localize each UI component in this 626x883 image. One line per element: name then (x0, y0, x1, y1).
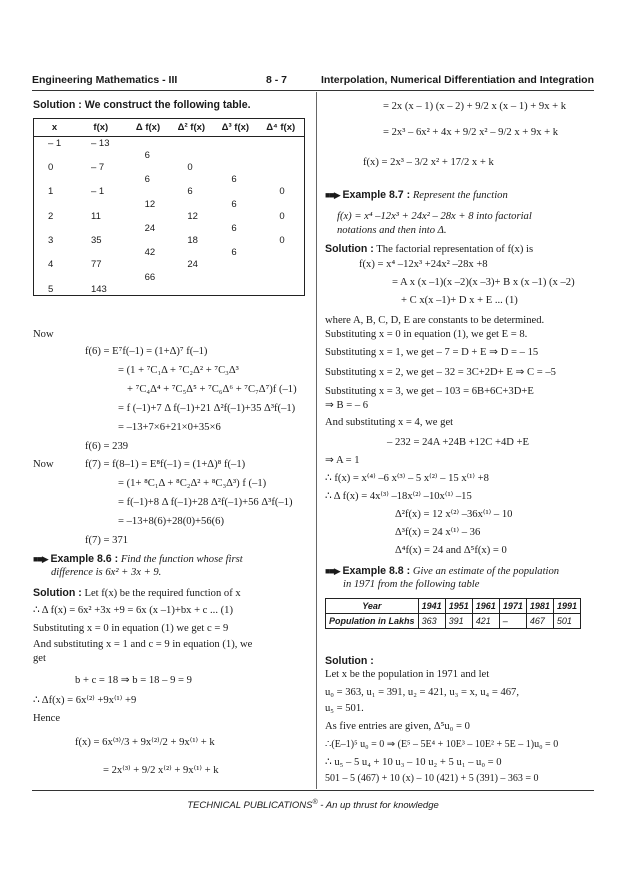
table-cell (213, 235, 257, 247)
table-cell (169, 174, 213, 186)
sol86-line: Hence (33, 713, 61, 724)
page-footer (32, 799, 594, 811)
sol87-line: Solution : The factorial representation of f(x) is (325, 243, 534, 255)
sol87-line: Substituting x = 1, we get – 7 = D + E ⇒ D = – 15 (325, 347, 539, 358)
f7-line: = f(–1)+8 Δ f(–1)+28 Δ²f(–1)+56 Δ³f(–1) (118, 497, 293, 508)
table-cell: 6 (144, 174, 150, 186)
row-header: Population in Lakhs (326, 614, 419, 629)
running-header (32, 74, 594, 90)
table-cell: 24 (144, 222, 156, 234)
table-row (34, 259, 305, 271)
table-cell: – 1 (48, 137, 62, 149)
table-cell: – 1 (90, 186, 105, 198)
table-cell (257, 283, 304, 296)
table-cell (169, 247, 213, 259)
sol87-line: ⇒ B = – 6 (325, 400, 369, 411)
table-cell: 12 (144, 198, 156, 210)
table-cell: 6 (231, 174, 237, 186)
sol88-line: Let x be the population in 1971 and let (325, 669, 490, 680)
table-row (34, 271, 305, 283)
example-8-7-heading: ■■▶ Example 8.7 : Represent the function (325, 189, 508, 201)
now-label-1: Now (33, 329, 54, 340)
table-cell: 0 (279, 186, 285, 198)
sol87-line: Substituting x = 3, we get – 103 = 6B+6C+3D+E (325, 386, 534, 397)
table-cell: 391 (445, 614, 472, 629)
sol87-line: ∴ f(x) = x⁽⁴⁾ –6 x⁽³⁾ – 5 x⁽²⁾ – 15 x⁽¹⁾ +8 (325, 473, 489, 484)
table-cell (34, 271, 75, 283)
f6-line: = (1 + ⁷C₁Δ + ⁷C₂Δ² + ⁷C₃Δ³ (118, 365, 239, 376)
table-cell (75, 174, 127, 186)
table-cell: 42 (144, 247, 156, 259)
table-cell: 0 (279, 210, 285, 222)
col-header: 1951 (445, 599, 472, 614)
col-header: 1981 (526, 599, 553, 614)
sol87-line: Δ⁴f(x) = 24 and Δ⁵f(x) = 0 (395, 545, 507, 556)
table-cell (34, 174, 75, 186)
table-cell (75, 222, 127, 234)
table-cell: 2 (48, 210, 54, 222)
table-cell (213, 210, 257, 222)
table-cell: 6 (231, 247, 237, 259)
col-header: Δ² f(x) (169, 119, 213, 137)
table-cell (75, 198, 127, 210)
col-header: Year (326, 599, 419, 614)
table-cell: 6 (231, 222, 237, 234)
f7-line: = –13+8(6)+28(0)+56(6) (118, 516, 224, 527)
table-cell: 0 (187, 161, 193, 173)
table-cell (257, 198, 304, 210)
example-8-8-text: in 1971 from the following table (343, 579, 480, 590)
table-cell (127, 283, 170, 296)
sol88-line: ∴ u₅ – 5 u₄ + 10 u₃ – 10 u₂ + 5 u₁ – u₀ = 0 (325, 757, 502, 768)
table-cell: 3 (48, 235, 54, 247)
table-cell: 5 (48, 283, 54, 295)
sol88-line: Solution : (325, 655, 374, 667)
table-row (34, 198, 305, 210)
example-arrow-icon: ■■▶ (325, 566, 340, 576)
top-line: = 2x (x – 1) (x – 2) + 9/2 x (x – 1) + 9x + k (383, 101, 567, 112)
difference-table-header (34, 119, 305, 137)
table-cell (75, 271, 127, 283)
table-cell (257, 161, 304, 173)
sol86-line: b + c = 18 ⇒ b = 18 – 9 = 9 (75, 675, 192, 686)
table-cell (169, 198, 213, 210)
table-row (34, 235, 305, 247)
example-8-8-heading: ■■▶ Example 8.8 : Give an estimate of the population (325, 565, 560, 577)
table-cell (34, 222, 75, 234)
footer-tagline: - An up thrust for knowledge (317, 800, 439, 812)
table-row (34, 283, 305, 296)
sol86-line: = 2x⁽³⁾ + 9/2 x⁽²⁾ + 9x⁽¹⁾ + k (103, 765, 219, 776)
population-header-row (326, 599, 581, 614)
table-cell (169, 271, 213, 283)
col-header: 1961 (472, 599, 499, 614)
sol87-line: And substituting x = 4, we get (325, 417, 454, 428)
table-cell: 4 (48, 259, 54, 271)
example-arrow-icon: ■■▶ (325, 190, 340, 200)
table-cell (213, 283, 257, 296)
col-header: 1941 (418, 599, 445, 614)
f6-line: = f (–1)+7 Δ f(–1)+21 Δ²f(–1)+35 Δ³f(–1) (118, 403, 296, 414)
table-cell: 66 (144, 271, 156, 283)
table-cell: 0 (279, 235, 285, 247)
sol88-line: u₀ = 363, u₁ = 391, u₂ = 421, u₃ = x, u₄ = 467, (325, 687, 520, 698)
table-row (34, 161, 305, 173)
header-chapter-title: Interpolation, Numerical Differentiation and Integration (320, 74, 594, 86)
sol86-line: ∴ Δ f(x) = 6x² +3x +9 = 6x (x –1)+bx + c ... (1) (33, 605, 233, 616)
example-8-7-text: f(x) = x⁴ –12x³ + 24x² – 28x + 8 into factorial (337, 211, 532, 222)
table-cell (213, 149, 257, 161)
table-cell: 11 (90, 210, 101, 222)
col-header: 1971 (499, 599, 526, 614)
sol88-line: ∴(E–1)⁵ u₀ = 0 ⇒ (E⁵ – 5E⁴ + 10E³ – 10E² + 5E – 1)u₀ = 0 (325, 739, 559, 750)
table-cell (257, 149, 304, 161)
table-cell: 6 (144, 149, 150, 161)
difference-table (33, 118, 305, 296)
table-cell: – (499, 614, 526, 629)
col-header: Δ⁴ f(x) (257, 119, 304, 137)
table-cell (127, 137, 170, 150)
table-row (34, 210, 305, 222)
table-cell: 143 (90, 283, 107, 295)
top-line: = 2x³ – 6x² + 4x + 9/2 x² – 9/2 x + 9x + k (383, 127, 559, 138)
now-label-2: Now (33, 459, 54, 470)
table-cell: 35 (90, 235, 102, 247)
sol87-line: ⇒ A = 1 (325, 455, 360, 466)
example-8-6-heading: ■■▶ Example 8.6 : Find the function whose first (33, 553, 243, 565)
table-cell (257, 271, 304, 283)
column-divider (316, 92, 317, 789)
sol87-line: Δ³f(x) = 24 x⁽¹⁾ – 36 (395, 527, 481, 538)
footer-publisher: TECHNICAL PUBLICATIONS (187, 800, 313, 812)
table-cell: 12 (187, 210, 198, 222)
table-cell (213, 271, 257, 283)
table-row (34, 222, 305, 234)
sol87-line: Δ²f(x) = 12 x⁽²⁾ –36x⁽¹⁾ – 10 (395, 509, 513, 520)
table-cell (127, 161, 170, 173)
sol88-line: 501 – 5 (467) + 10 (x) – 10 (421) + 5 (391) – 363 = 0 (325, 773, 539, 784)
sol87-line: = A x (x –1)(x –2)(x –3)+ B x (x –1) (x –2) (392, 277, 575, 288)
population-table (325, 598, 581, 629)
sol86-line: ∴ Δf(x) = 6x⁽²⁾ +9x⁽¹⁾ +9 (33, 695, 137, 706)
col-header: Δ³ f(x) (213, 119, 257, 137)
table-cell (169, 137, 213, 150)
sol87-line: + C x(x –1)+ D x + E ... (1) (401, 295, 518, 306)
table-row (34, 186, 305, 198)
table-cell (169, 283, 213, 296)
col-header: Δ f(x) (127, 119, 170, 137)
sol87-line: ∴ Δ f(x) = 4x⁽³⁾ –18x⁽²⁾ –10x⁽¹⁾ –15 (325, 491, 472, 502)
table-cell: – 13 (90, 137, 110, 149)
table-cell (213, 137, 257, 150)
table-cell (127, 259, 170, 271)
table-cell (213, 186, 257, 198)
header-page-number: 8 - 7 (266, 74, 288, 86)
sol86-line: Solution : Let f(x) be the required function of x (33, 587, 241, 599)
f6-line: f(6) = E⁷f(–1) = (1+Δ)⁷ f(–1) (85, 346, 208, 357)
table-cell (34, 198, 75, 210)
table-cell: 467 (526, 614, 553, 629)
table-cell (257, 247, 304, 259)
table-cell (257, 259, 304, 271)
table-cell (75, 247, 127, 259)
table-cell (75, 149, 127, 161)
table-cell: – 7 (90, 161, 105, 173)
table-cell (169, 222, 213, 234)
sol87-line: where A, B, C, D, E are constants to be determined. (325, 315, 545, 326)
registered-mark: ® (312, 799, 318, 806)
sol86-line: And substituting x = 1 and c = 9 in equation (1), we (33, 639, 253, 650)
sol88-line: As five entries are given, Δ⁵u₀ = 0 (325, 721, 470, 732)
table-cell (169, 149, 213, 161)
table-cell: 421 (472, 614, 499, 629)
table-cell (257, 137, 304, 150)
header-rule (32, 90, 594, 91)
table-cell (127, 235, 170, 247)
population-data-row (326, 614, 581, 629)
f7-result: f(7) = 371 (85, 535, 129, 546)
f7-line: f(7) = f(8–1) = E⁸f(–1) = (1+Δ)⁸ f(–1) (85, 459, 246, 470)
sol86-line: f(x) = 6x⁽³⁾/3 + 9x⁽²⁾/2 + 9x⁽¹⁾ + k (75, 737, 215, 748)
table-cell: 1 (48, 186, 54, 198)
header-book-title: Engineering Mathematics - III (32, 74, 178, 86)
solution-intro: Solution : We construct the following table. (33, 99, 251, 111)
table-cell: 18 (187, 235, 198, 247)
f6-result: f(6) = 239 (85, 441, 129, 452)
table-cell (257, 174, 304, 186)
sol87-line: Substituting x = 2, we get – 32 = 3C+2D+ E ⇒ C = –5 (325, 367, 556, 378)
table-row (34, 149, 305, 161)
sol86-line: Substituting x = 0 in equation (1) we get c = 9 (33, 623, 229, 634)
sol87-line: Substituting x = 0 in equation (1), we get E = 8. (325, 329, 528, 340)
table-row (34, 247, 305, 259)
top-line: f(x) = 2x³ – 3/2 x² + 17/2 x + k (363, 157, 494, 168)
table-row (34, 174, 305, 186)
table-cell: 363 (418, 614, 445, 629)
table-cell: 6 (231, 198, 237, 210)
table-cell (127, 186, 170, 198)
example-8-7-text: notations and then into Δ. (337, 225, 447, 236)
table-cell (257, 222, 304, 234)
table-cell (213, 161, 257, 173)
sol86-line: get (33, 653, 46, 664)
f6-line: = –13+7×6+21×0+35×6 (118, 422, 221, 433)
table-cell (34, 247, 75, 259)
table-row (34, 137, 305, 150)
col-header: 1991 (553, 599, 580, 614)
sol88-line: u₅ = 501. (325, 703, 364, 714)
f6-line: + ⁷C₄Δ⁴ + ⁷C₅Δ⁵ + ⁷C₆Δ⁶ + ⁷C₇Δ⁷)f (–1) (127, 384, 297, 395)
f7-line: = (1+ ⁸C₁Δ + ⁸C₂Δ² + ⁸C₃Δ³) f (–1) (118, 478, 267, 489)
table-cell: 77 (90, 259, 102, 271)
sol87-line: – 232 = 24A +24B +12C +4D +E (387, 437, 529, 448)
table-cell (213, 259, 257, 271)
example-arrow-icon: ■■▶ (33, 554, 48, 564)
footer-rule (32, 790, 594, 791)
col-header: f(x) (75, 119, 127, 137)
table-cell: 24 (187, 259, 198, 271)
sol87-line: f(x) = x⁴ –12x³ +24x² –28x +8 (359, 259, 488, 270)
table-cell: 501 (553, 614, 580, 629)
table-cell (127, 210, 170, 222)
col-header: x (34, 119, 75, 137)
table-cell (34, 149, 75, 161)
table-cell: 0 (48, 161, 54, 173)
table-cell: 6 (187, 186, 193, 198)
example-8-6-text: difference is 6x² + 3x + 9. (51, 567, 162, 578)
